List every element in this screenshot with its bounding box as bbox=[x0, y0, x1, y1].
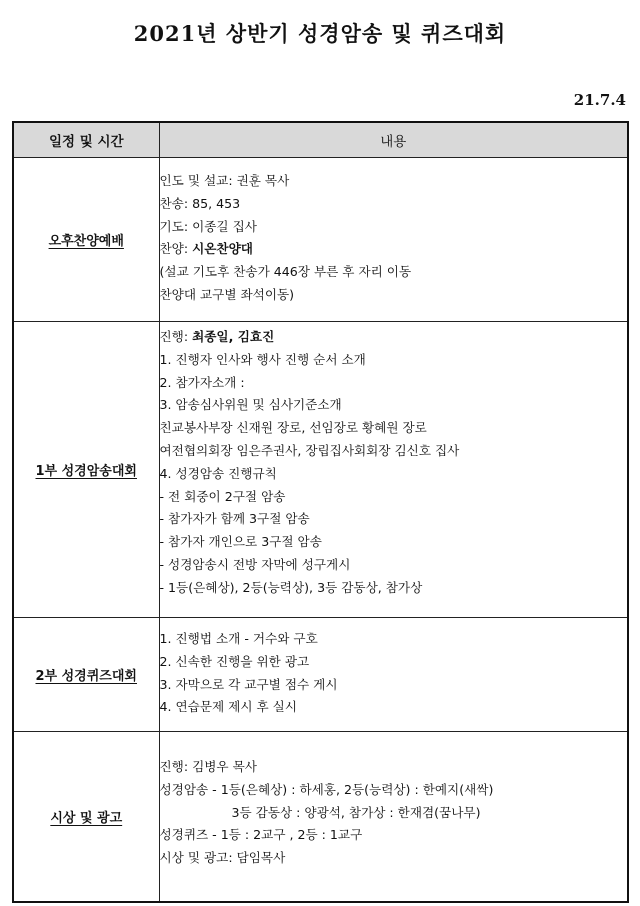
content-line: 친교봉사부장 신재원 장로, 선임장로 황혜원 장로 bbox=[159, 420, 427, 436]
content-line: 성경암송 - 1등(은혜상) : 하세홍, 2등(능력상) : 한예지(새싹) bbox=[159, 781, 494, 797]
document-title: 2021년 상반기 성경암송 및 퀴즈대회 bbox=[133, 21, 507, 46]
content-line: - 1등(은혜상), 2등(능력상), 3등 감동상, 참가상 bbox=[159, 579, 423, 595]
host-names: 최종일, 김효진 bbox=[192, 329, 275, 344]
content-line: 여전협의회장 임은주권사, 장립집사회회장 김신호 집사 bbox=[159, 442, 460, 458]
content-line bbox=[160, 326, 628, 349]
row-content-cell bbox=[159, 732, 628, 902]
header-content: 내용 bbox=[159, 122, 628, 158]
content-line: 시상 및 광고: 담임목사 bbox=[159, 850, 286, 866]
row-label-cell bbox=[13, 618, 159, 732]
table-row bbox=[13, 732, 628, 902]
row-label: 1부 성경암송대회 bbox=[35, 464, 137, 479]
content-line: 진행: 김병우 목사 bbox=[159, 759, 257, 774]
row-label-cell bbox=[13, 322, 159, 618]
table-row bbox=[13, 158, 628, 322]
table-header-row bbox=[13, 122, 628, 158]
choir-name: 시온찬양대 bbox=[192, 241, 253, 257]
content-line: 찬양대 교구별 좌석이동) bbox=[159, 286, 295, 302]
row-content-cell bbox=[159, 322, 628, 618]
row-label-cell bbox=[13, 732, 159, 902]
content-line: - 성경암송시 전방 자막에 성구게시 bbox=[159, 556, 351, 572]
schedule-table bbox=[12, 121, 629, 903]
document-date: 21.7.4 bbox=[573, 91, 626, 109]
content-line: 3등 감동상 : 양광석, 참가상 : 한재겸(꿈나무) bbox=[231, 804, 481, 820]
header-schedule-time: 일정 및 시간 bbox=[13, 122, 159, 158]
row-label-cell bbox=[13, 158, 159, 322]
content-line: 인도 및 설교: 권훈 목사 bbox=[159, 173, 290, 188]
row-content-cell bbox=[159, 618, 628, 732]
content-line: 4. 성경암송 진행규칙 bbox=[159, 465, 277, 481]
content-line: 찬송: 85, 453 bbox=[159, 195, 241, 211]
content-line: 1. 진행법 소개 - 거수와 구호 bbox=[159, 631, 318, 646]
content-line: 2. 참가자소개 : bbox=[159, 374, 245, 390]
line-prefix: 진행: bbox=[159, 329, 193, 344]
content-line: (설교 기도후 찬송가 446장 부른 후 자리 이동 bbox=[159, 264, 412, 280]
content-line bbox=[160, 238, 628, 261]
row-label: 2부 성경퀴즈대회 bbox=[35, 669, 137, 684]
content-line: 3. 자막으로 각 교구별 점수 게시 bbox=[159, 676, 338, 692]
content-line: 기도: 이종길 집사 bbox=[159, 218, 257, 234]
content-line: 3. 암송심사위원 및 심사기준소개 bbox=[159, 397, 342, 413]
content-line: 4. 연습문제 제시 후 실시 bbox=[159, 699, 298, 715]
content-line: 성경퀴즈 - 1등 : 2교구 , 2등 : 1교구 bbox=[159, 827, 363, 843]
content-line: - 전 회중이 2구절 암송 bbox=[159, 488, 286, 504]
content-line: 1. 진행자 인사와 행사 진행 순서 소개 bbox=[159, 351, 366, 367]
row-label: 오후찬양예배 bbox=[48, 234, 124, 249]
content-line: - 참가자 개인으로 3구절 암송 bbox=[159, 534, 322, 550]
content-line: - 참가자가 함께 3구절 암송 bbox=[159, 511, 310, 527]
table-row bbox=[13, 618, 628, 732]
row-content-cell bbox=[159, 158, 628, 322]
table-row bbox=[13, 322, 628, 618]
row-label: 시상 및 광고 bbox=[50, 810, 123, 826]
content-line: 2. 신속한 진행을 위한 광고 bbox=[159, 653, 310, 669]
line-prefix: 찬양: bbox=[159, 241, 193, 257]
